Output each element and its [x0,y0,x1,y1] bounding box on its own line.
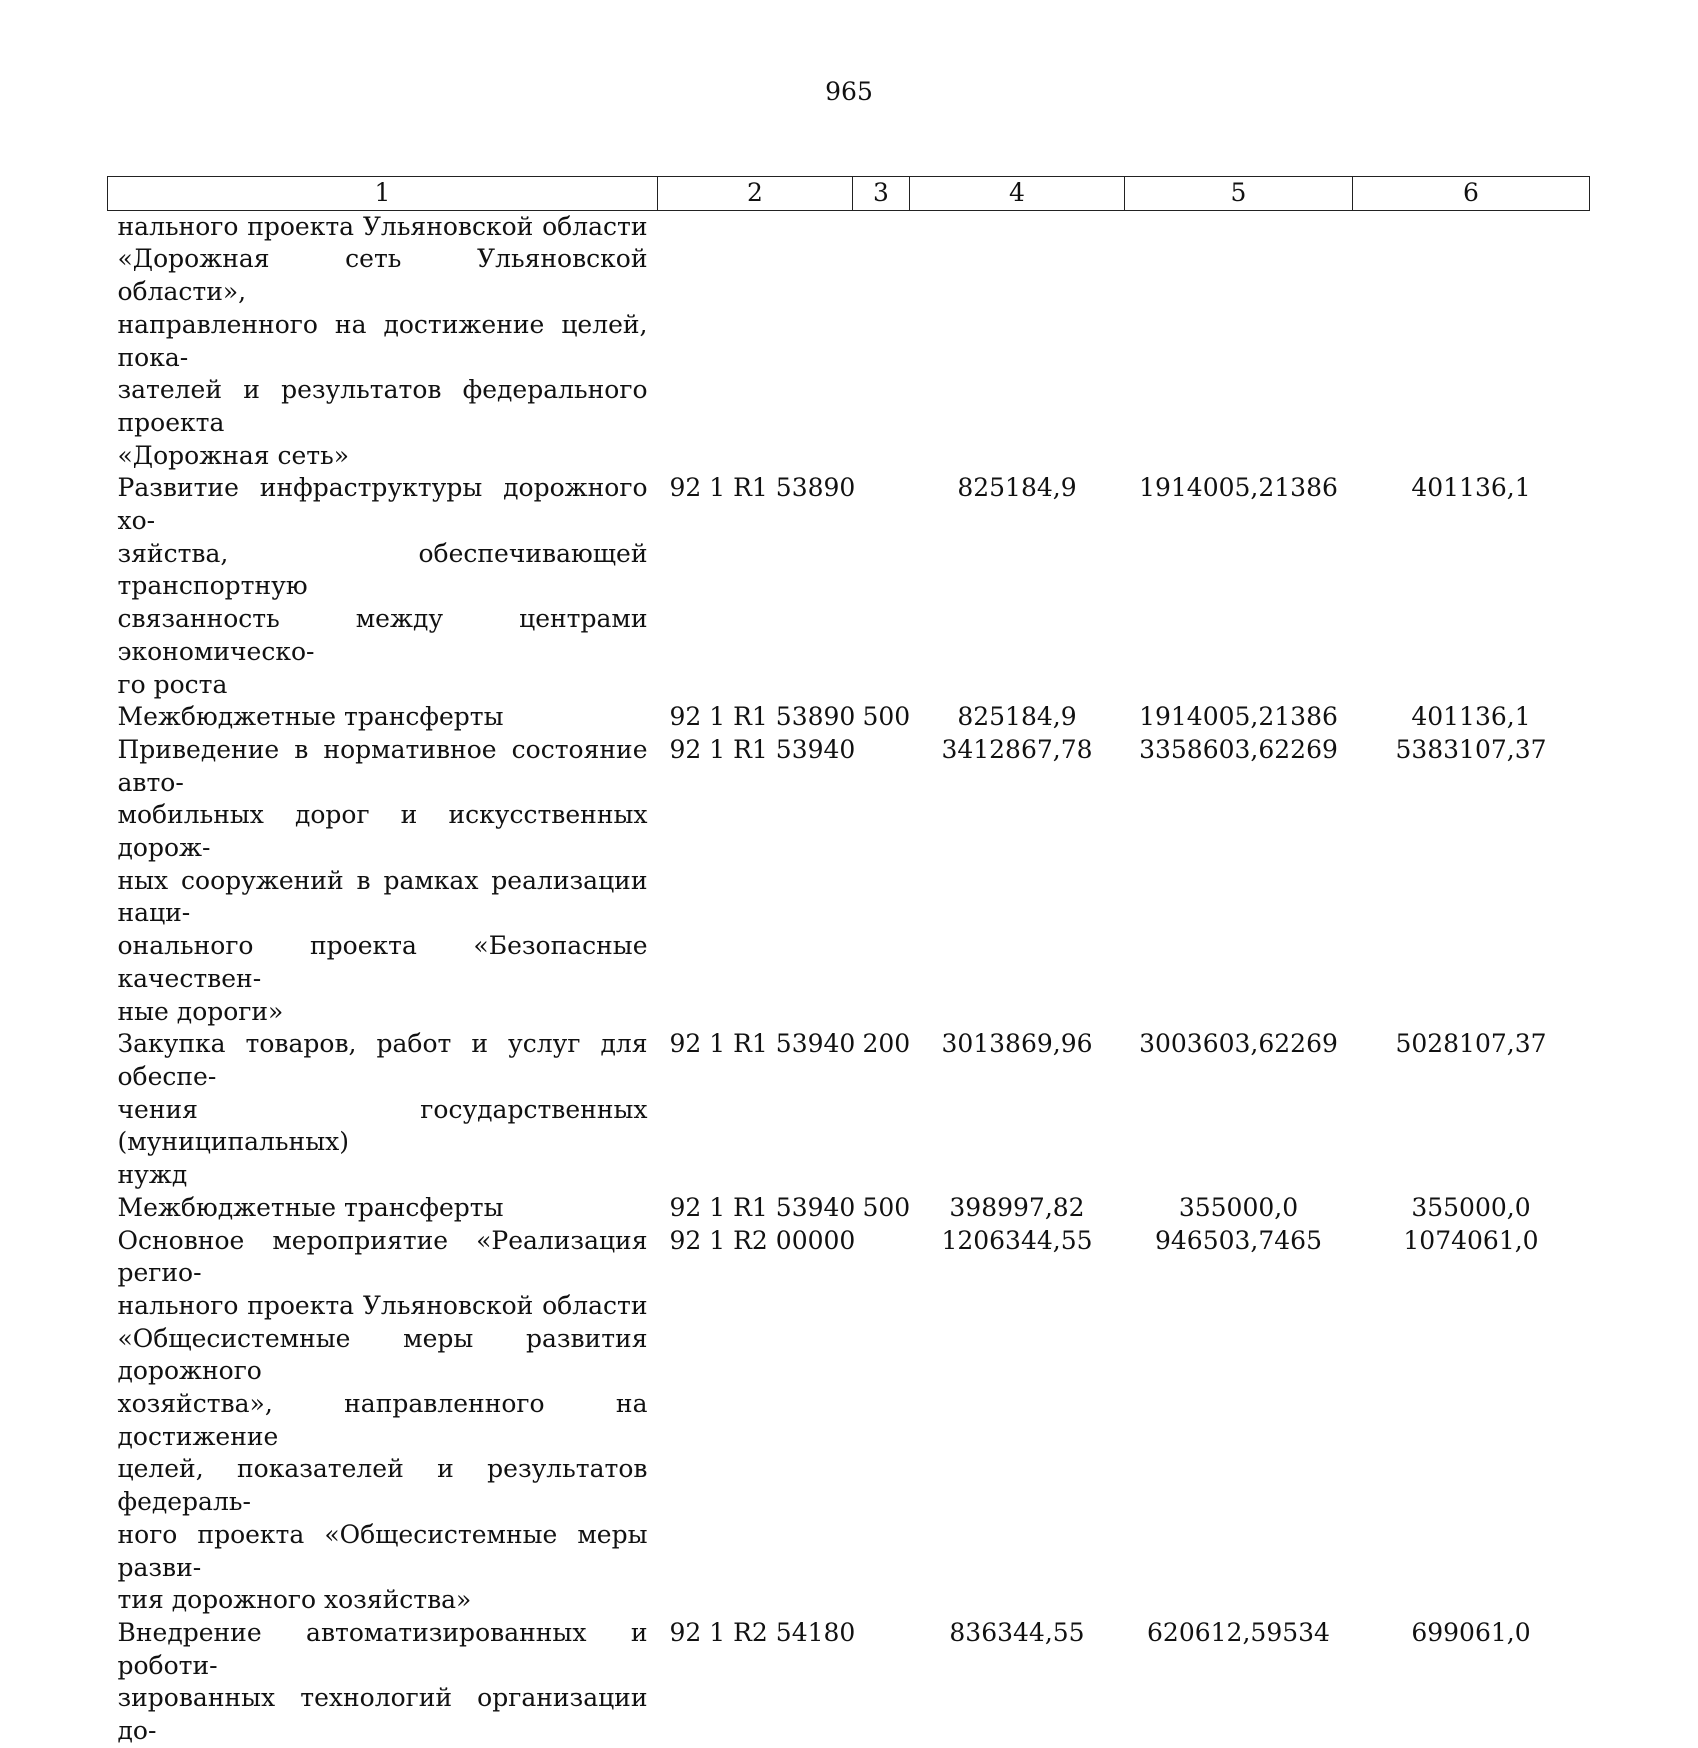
expense-type-code [853,210,910,472]
value-column-5: 946503,7465 [1154,1225,1322,1255]
value-column-5 [1125,210,1353,472]
column-header-6: 6 [1353,177,1590,211]
description-line: го роста [117,669,228,699]
value-column-4: 836344,55 [949,1617,1085,1647]
description-line: чения государственных (муниципальных) [117,1094,648,1157]
table-row [108,734,1590,1028]
value-column-6: 5383107,37 [1395,734,1547,764]
row-description [108,472,658,701]
row-description [108,734,658,1028]
column-header-5: 5 [1125,177,1353,211]
expense-type-code: 500 [862,702,911,732]
description-line: Приведение в нормативное состояние авто- [117,734,648,797]
column-header-3: 3 [853,177,910,211]
row-description [108,701,658,734]
row-description [108,1192,658,1225]
table-row [108,472,1590,701]
description-line: Развитие инфраструктуры дорожного хо- [117,473,648,536]
value-column-4 [910,210,1125,472]
description-line: онального проекта «Безопасные качествен- [117,931,648,993]
target-article-code: 92 1 R2 00000 [669,1225,856,1255]
page-number: 965 [825,77,873,106]
value-column-4: 825184,9 [957,702,1077,732]
description-line: нужд [117,1160,188,1190]
target-article-code: 92 1 R1 53890 [669,473,856,503]
target-article-code [658,210,853,472]
description-line: хозяйства», направленного на достижение [117,1389,648,1451]
description-line: Межбюджетные трансферты [117,1192,504,1222]
table-row [108,701,1590,734]
row-description [108,1028,658,1192]
description-line: «Дорожная сеть» [117,440,350,470]
target-article-code: 92 1 R2 54180 [669,1617,856,1647]
table-body [108,210,1590,1748]
description-line: связанность между центрами экономическо- [117,604,648,666]
target-article-code: 92 1 R1 53940 [669,1029,856,1059]
value-column-6 [1353,210,1590,472]
description-line: целей, показателей и результатов федераль- [117,1454,648,1517]
description-line: направленного на достижение целей, пока- [117,309,648,372]
description-line: Внедрение автоматизированных и роботи- [117,1617,648,1680]
expense-type-code: 500 [862,1192,911,1222]
expense-type-code [853,1617,910,1748]
column-number-header-row [108,177,1590,211]
row-description [108,1617,658,1748]
value-column-4: 3013869,96 [941,1029,1093,1059]
target-article-code: 92 1 R1 53890 [669,702,856,732]
value-column-6: 355000,0 [1411,1192,1531,1222]
value-column-6: 401136,1 [1411,473,1531,503]
description-line: зяйства, обеспечивающей транспортную [117,538,648,601]
description-line: «Дорожная сеть Ульяновской области», [117,244,648,307]
value-column-5: 355000,0 [1178,1192,1299,1222]
expense-type-code [853,1225,910,1617]
column-header-4: 4 [910,177,1125,211]
expense-type-code [853,472,910,701]
row-description [108,1225,658,1617]
value-column-6: 5028107,37 [1395,1029,1547,1059]
description-line: ные дороги» [117,996,284,1026]
description-line: тия дорожного хозяйства» [117,1585,472,1615]
row-description [108,210,658,472]
expense-type-code [853,734,910,1028]
description-line: нального проекта Ульяновской области [117,1290,648,1320]
value-column-4: 3412867,78 [941,734,1093,764]
value-column-4: 825184,9 [957,473,1077,503]
description-line: мобильных дорог и искусственных дорож- [117,800,648,863]
value-column-6: 699061,0 [1411,1617,1531,1647]
description-line: ного проекта «Общесистемные меры разви- [117,1519,648,1582]
value-column-6: 1074061,0 [1403,1225,1539,1255]
description-line: зированных технологий организации до- [117,1683,648,1746]
target-article-code: 92 1 R1 53940 [669,734,856,764]
description-line: зателей и результатов федерального проекта [117,375,648,437]
table-row [108,1617,1590,1748]
table-row [108,1028,1590,1192]
column-header-2: 2 [658,177,853,211]
description-line: Межбюджетные трансферты [117,702,504,732]
description-line: «Общесистемные меры развития дорожного [117,1323,648,1386]
table-row [108,1192,1590,1225]
budget-table [107,176,1590,1748]
value-column-5: 3358603,62269 [1139,734,1338,764]
value-column-4: 398997,82 [949,1192,1085,1222]
description-line: нального проекта Ульяновской области [117,211,648,241]
description-line: Закупка товаров, работ и услуг для обеспе- [117,1029,648,1091]
table-row [108,1225,1590,1617]
value-column-5: 1914005,21386 [1139,702,1338,732]
value-column-5: 620612,59534 [1147,1617,1330,1647]
table-row [108,210,1590,472]
expense-type-code: 200 [862,1029,911,1059]
value-column-5: 3003603,62269 [1139,1029,1338,1059]
description-line: ных сооружений в рамках реализации наци- [117,865,648,928]
value-column-4: 1206344,55 [941,1225,1093,1255]
value-column-5: 1914005,21386 [1139,473,1338,503]
value-column-6: 401136,1 [1411,702,1531,732]
target-article-code: 92 1 R1 53940 [669,1192,856,1222]
column-header-1: 1 [108,177,658,211]
description-line: Основное мероприятие «Реализация регио- [117,1225,648,1288]
